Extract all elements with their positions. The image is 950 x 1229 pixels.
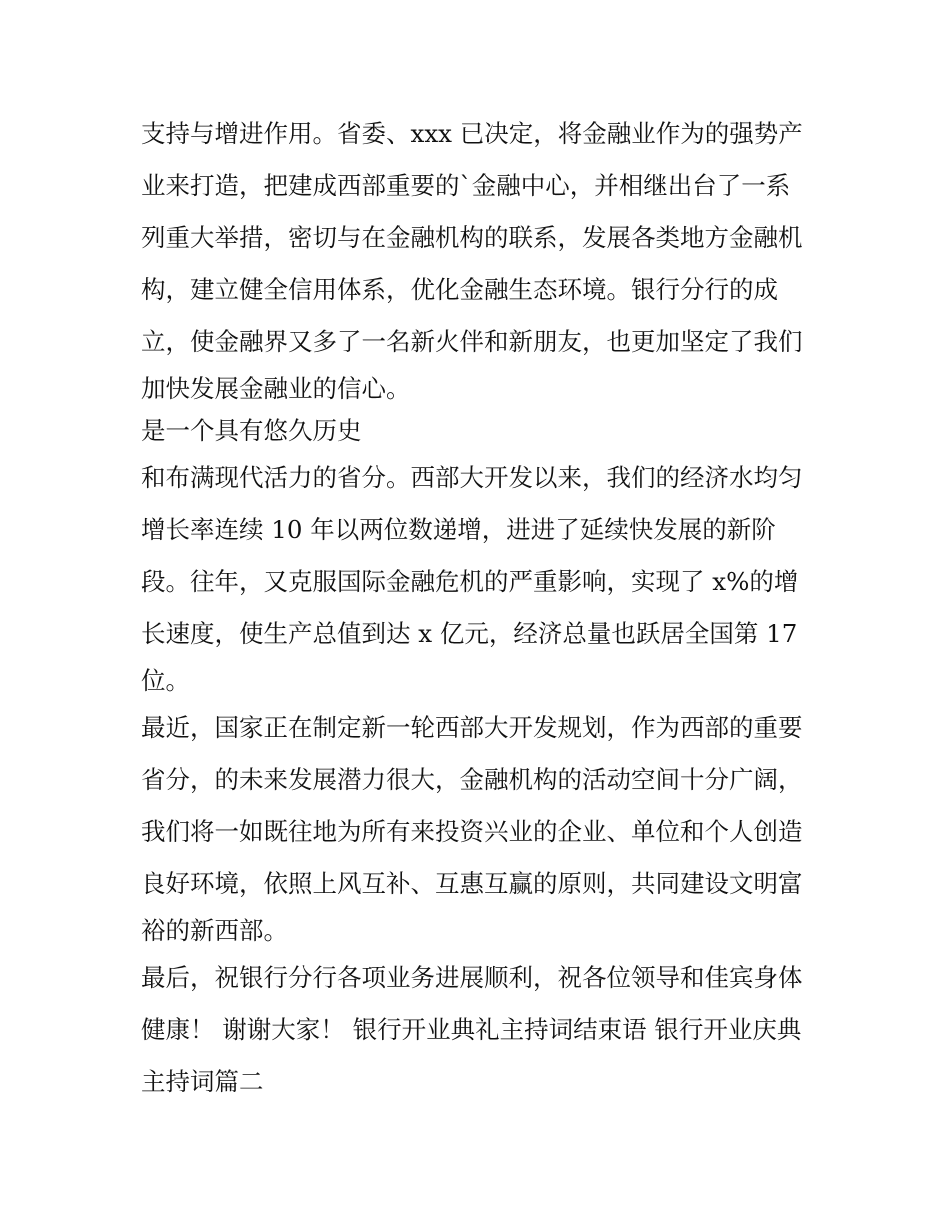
text-line: 裕的新西部。: [141, 916, 288, 945]
text-line: 长速度，使生产总值到达 x 亿元，经济总量也跃居全国第 17: [141, 619, 798, 648]
text-line: 增长率连续 10 年以两位数递增，进进了延续快发展的新阶: [141, 515, 776, 544]
text-line: 健康！ 谢谢大家！ 银行开业典礼主持词结束语 银行开业庆典: [141, 1015, 802, 1044]
text-line: 省分，的未来发展潜力很大，金融机构的活动空间十分广阔，: [141, 765, 803, 794]
text-line: 位。: [141, 666, 190, 695]
text-line: 良好环境，依照上风互补、互惠互赢的原则，共同建设文明富: [141, 869, 803, 898]
text-line: 构，建立健全信用体系，优化金融生态环境。银行分行的成: [141, 275, 778, 304]
text-line: 列重大举措，密切与在金融机构的联系，发展各类地方金融机: [141, 223, 803, 252]
text-line: 最后，祝银行分行各项业务进展顺利，祝各位领导和佳宾身体: [141, 963, 803, 992]
text-line: 是一个具有悠久历史: [141, 416, 362, 445]
text-line: 主持词篇二: [141, 1067, 264, 1096]
text-line: 段。往年，又克服国际金融危机的严重影响，实现了 x%的增: [141, 567, 799, 596]
text-line: 和布满现代活力的省分。西部大开发以来，我们的经济水均匀: [141, 463, 803, 492]
text-line: 加快发展金融业的信心。: [141, 374, 411, 403]
document-body: [141, 108, 821, 1108]
text-line: 我们将一如既往地为所有来投资兴业的企业、单位和个人创造: [141, 817, 803, 846]
text-line: 业来打造，把建成西部重要的`金融中心，并相继出台了一系: [141, 171, 791, 200]
text-line: 立，使金融界又多了一名新火伴和新朋友，也更加坚定了我们: [141, 327, 803, 356]
text-line: 最近，国家正在制定新一轮西部大开发规划，作为西部的重要: [141, 713, 803, 742]
text-line: 支持与增进作用。省委、xxx 已决定，将金融业作为的强势产: [141, 119, 803, 148]
